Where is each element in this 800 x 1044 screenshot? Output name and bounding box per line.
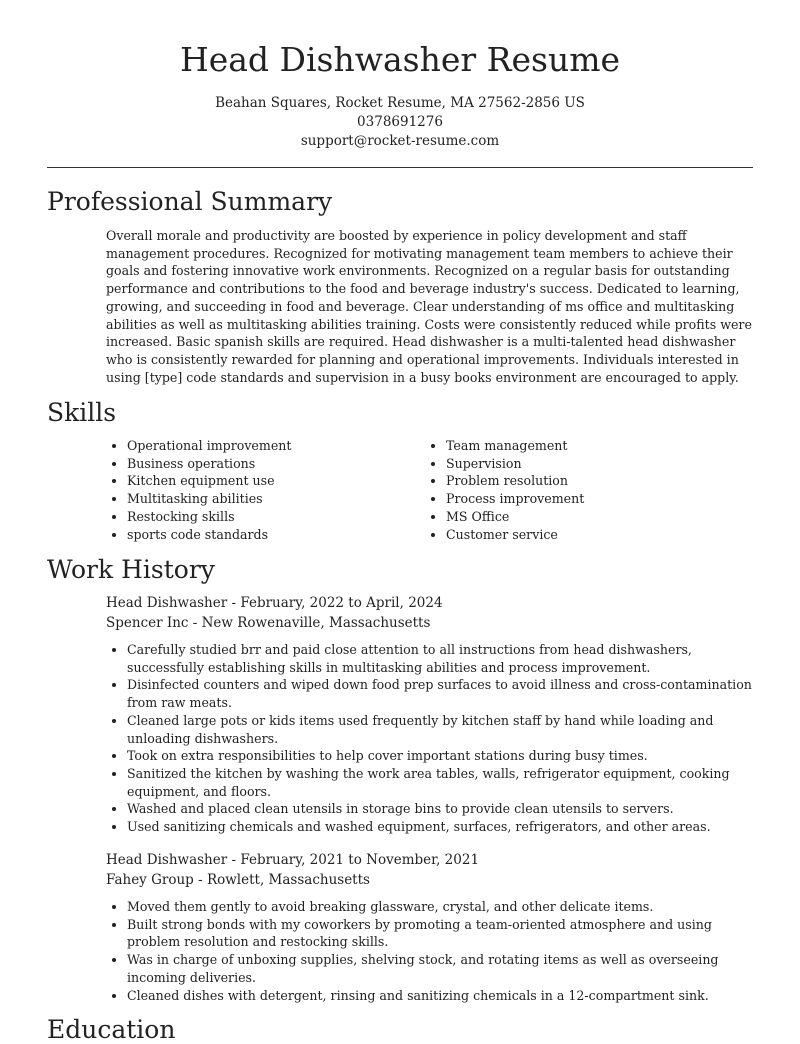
duty-item: Carefully studied brr and paid close attention to all instructions from head dishwashers, successfully establishing skills in multitasking abilities and process improvement. [106, 641, 756, 676]
duty-item: Cleaned dishes with detergent, rinsing and sanitizing chemicals in a 12-compartment sink. [106, 987, 756, 1005]
skill-item: Operational improvement [106, 437, 406, 455]
duty-item: Was in charge of unboxing supplies, shelving stock, and rotating items as well as overseeing incoming deliveries. [106, 951, 756, 986]
job-duties-list [106, 641, 756, 836]
skill-item: Team management [425, 437, 725, 455]
skills-list-right [425, 437, 725, 543]
duty-item: Sanitized the kitchen by washing the work area tables, walls, refrigerator equipment, cooking equipment, and floors. [106, 765, 756, 800]
header-divider [47, 167, 753, 168]
duty-item: Built strong bonds with my coworkers by promoting a team-oriented atmosphere and using problem resolution and restocking skills. [106, 916, 756, 951]
duty-item: Cleaned large pots or kids items used frequently by kitchen staff by hand while loading and unloading dishwashers. [106, 712, 756, 747]
job-title: Head Dishwasher - February, 2021 to November, 2021 [106, 852, 480, 868]
summary-heading: Professional Summary [47, 187, 333, 216]
skill-item: MS Office [425, 508, 725, 526]
company-name: Spencer Inc [106, 615, 189, 631]
summary-text: Overall morale and productivity are boosted by experience in policy development and staff management procedures. Recognized for motivating management team members to achieve their goals and fostering innovative work environments. Recognized on a regular basis for outstanding performance and contributions to the food and beverage industry's success. Dedicated to learning, growing, and succeeding in food and beverage. Clear understanding of ms office and multitasking abilities as well as multitasking abilities training. Costs were consistently reduced while profits were increased. Basic spanish skills are required. Head dishwasher is a multi-talented head dishwasher who is consistently rewarded for planning and operational improvements. Individuals interested in using [type] code standards and supervision in a busy books environment are encouraged to apply. [106, 228, 752, 385]
duty-item: Used sanitizing chemicals and washed equipment, surfaces, refrigerators, and other areas. [106, 818, 756, 836]
duty-item: Disinfected counters and wiped down food prep surfaces to avoid illness and cross-contamination from raw meats. [106, 676, 756, 711]
job-title: Head Dishwasher - February, 2022 to April, 2024 [106, 595, 443, 611]
skill-item: Process improvement [425, 490, 725, 508]
skills-heading: Skills [47, 398, 117, 427]
education-heading: Education [47, 1015, 176, 1044]
contact-email: support@rocket-resume.com [300, 133, 500, 149]
resume-title: Head Dishwasher Resume [179, 40, 621, 79]
job-employer [106, 615, 430, 631]
skill-item: Customer service [425, 526, 725, 544]
contact-address: Beahan Squares, Rocket Resume, MA 27562-2856 US [215, 95, 585, 111]
job-duties-list [106, 898, 756, 1004]
skill-item: Multitasking abilities [106, 490, 406, 508]
skill-item: Supervision [425, 455, 725, 473]
skill-item: Problem resolution [425, 472, 725, 490]
company-location: - Rowlett, Massachusetts [193, 872, 370, 888]
duty-item: Took on extra responsibilities to help cover important stations during busy times. [106, 747, 756, 765]
skill-item: Business operations [106, 455, 406, 473]
work-history-heading: Work History [47, 555, 215, 584]
job-employer [106, 872, 370, 888]
contact-phone: 0378691276 [357, 114, 443, 130]
duty-item: Moved them gently to avoid breaking glassware, crystal, and other delicate items. [106, 898, 756, 916]
skill-item: sports code standards [106, 526, 406, 544]
company-location: - New Rowenaville, Massachusetts [188, 615, 431, 631]
company-name: Fahey Group [106, 872, 194, 888]
skill-item: Restocking skills [106, 508, 406, 526]
duty-item: Washed and placed clean utensils in storage bins to provide clean utensils to servers. [106, 800, 756, 818]
skill-item: Kitchen equipment use [106, 472, 406, 490]
skills-list-left [106, 437, 406, 543]
